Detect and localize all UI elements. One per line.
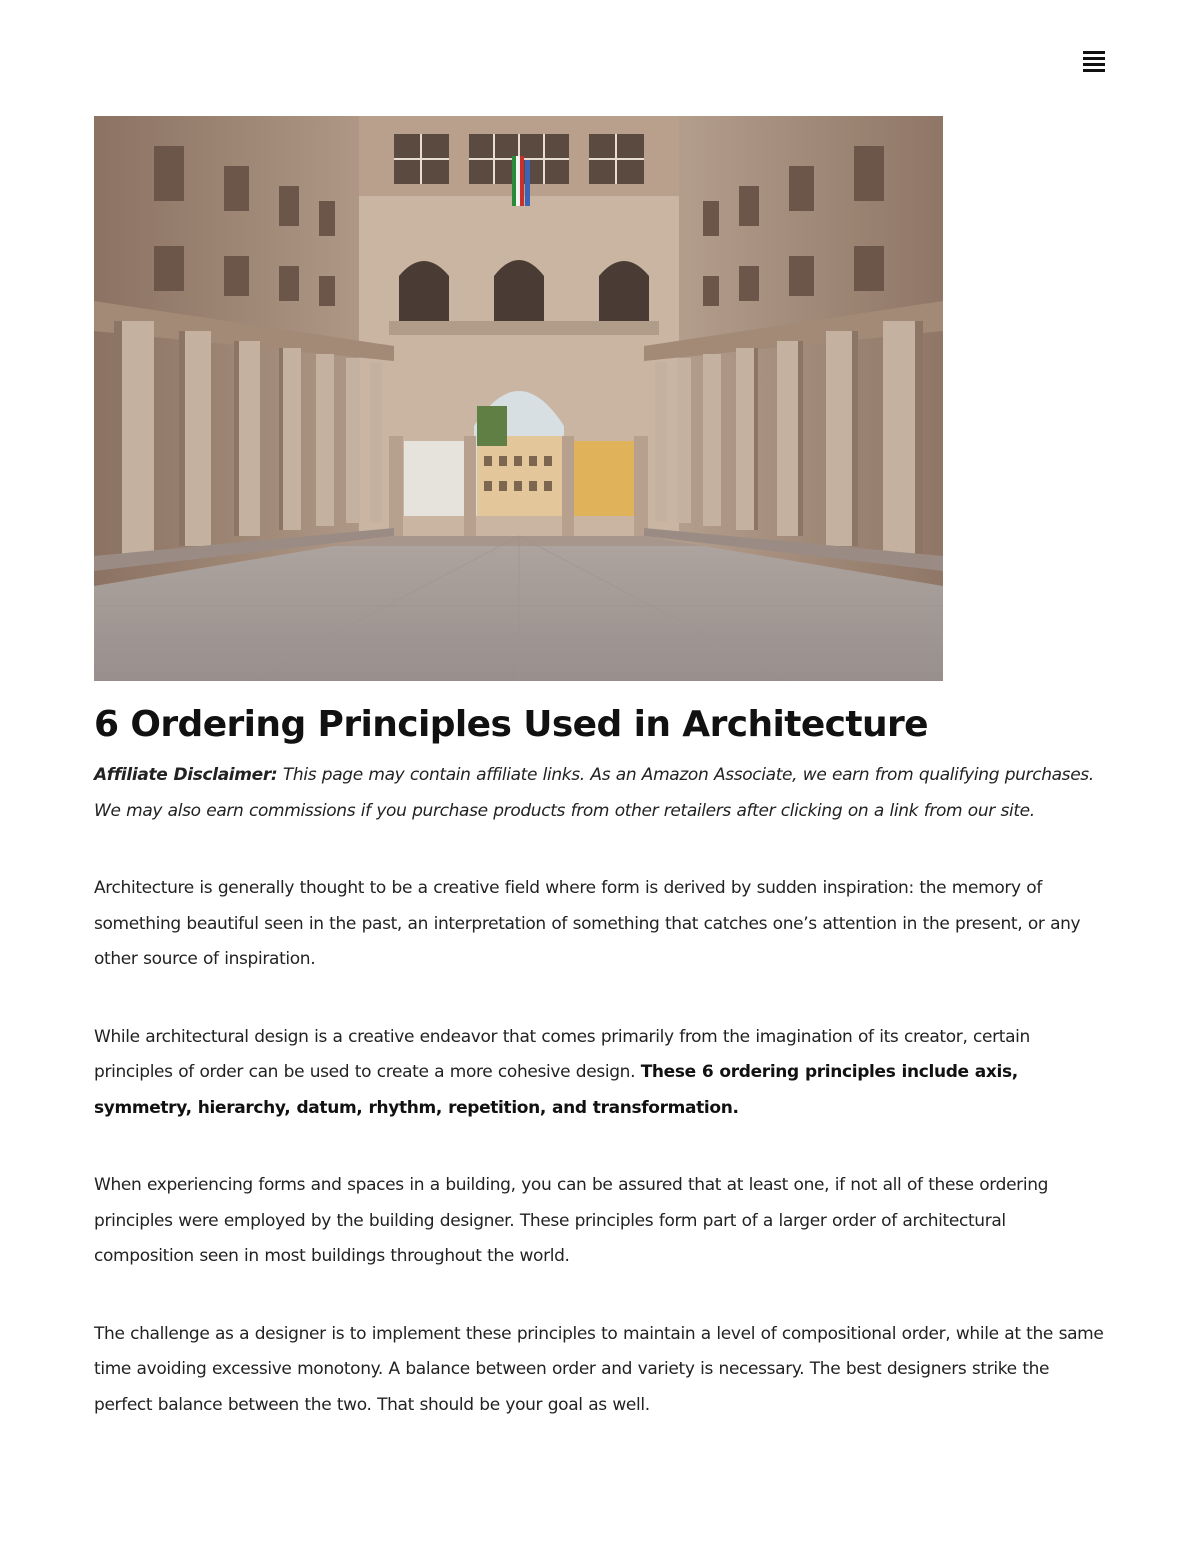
article (94, 116, 1106, 1423)
paragraph-2-text: While architectural design is a creative endeavor that comes primarily from the imagination of its creator, certain principles of order can be used to create a more cohesive design. (94, 1026, 1030, 1083)
menu-bar (1083, 63, 1105, 66)
affiliate-disclaimer (94, 758, 1106, 829)
page-title: 6 Ordering Principles Used in Architecture (94, 704, 929, 745)
hero-image-courtyard (94, 116, 943, 681)
menu-bar (1083, 51, 1105, 54)
paragraph-3: When experiencing forms and spaces in a building, you can be assured that at least one, if not all of these ordering principles were employed by the building designer. These principles form part of a larger order of architectural composition seen in most buildings throughout the world. (94, 1175, 1049, 1267)
menu-bar (1083, 57, 1105, 60)
disclaimer-label: Affiliate Disclaimer: (94, 765, 278, 786)
disclaimer-text: This page may contain affiliate links. As an Amazon Associate, we earn from qualifying purchases. We may also earn commissions if you purchase products from other retailers after clicking on a link from our site. (94, 765, 1094, 821)
menu-bar (1083, 69, 1105, 72)
paragraph-2 (94, 1020, 1106, 1127)
paragraph-2-bold: These 6 ordering principles include axis, symmetry, hierarchy, datum, rhythm, repetition, and transformation. (94, 1062, 1018, 1118)
paragraph-4: The challenge as a designer is to implement these principles to maintain a level of compositional order, while at the same time avoiding excessive monotony. A balance between order and variety is necessary. The best designers strike the perfect balance between the two. That should be your goal as well. (94, 1323, 1104, 1415)
hamburger-menu-icon[interactable] (1080, 46, 1110, 76)
paragraph-1: Architecture is generally thought to be a creative field where form is derived by sudden inspiration: the memory of something beautiful seen in the past, an interpretation of something that catches one’s attention in the present, or any other source of inspiration. (94, 878, 1081, 970)
